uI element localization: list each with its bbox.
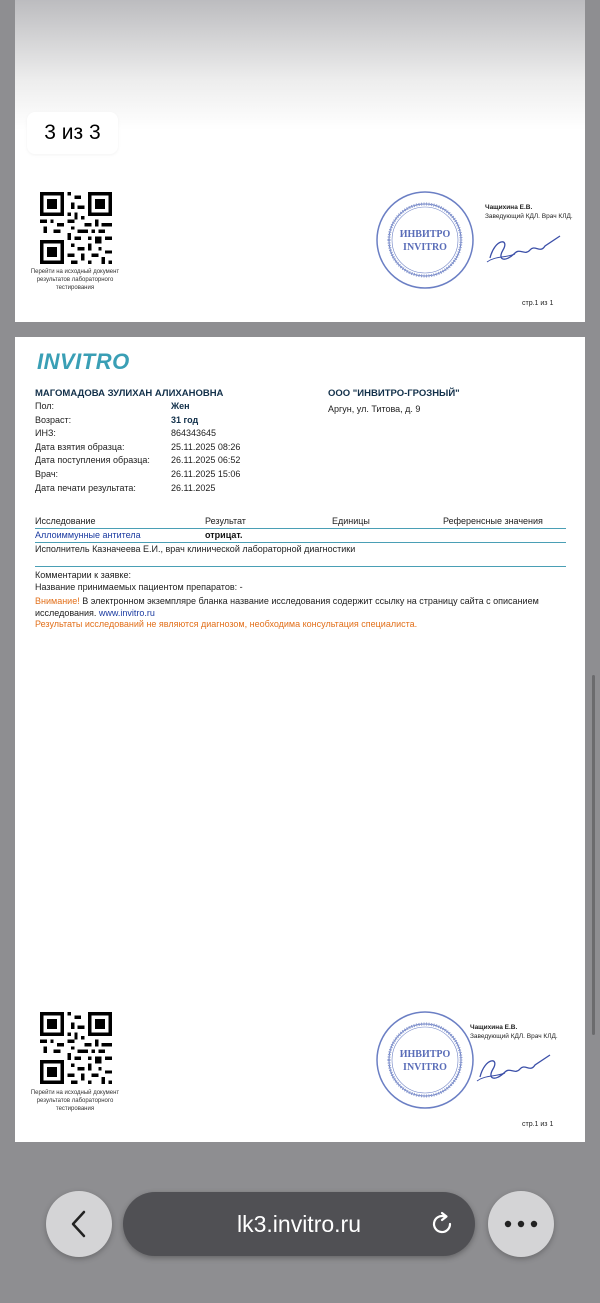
- svg-text:INVITRO: INVITRO: [403, 242, 447, 253]
- info-row: [35, 415, 240, 429]
- url-text[interactable]: lk3.invitro.ru: [237, 1211, 361, 1237]
- patient-name: МАГОМАДОВА ЗУЛИХАН АЛИХАНОВНА: [35, 388, 224, 399]
- header-test: Исследование: [35, 516, 96, 526]
- info-value: 864343645: [171, 428, 217, 439]
- info-value: 25.11.2025 08:26: [171, 441, 241, 452]
- signer-title: Заведующий КДЛ. Врач КЛД.: [485, 213, 573, 220]
- results-header: [35, 516, 566, 529]
- signer-block: [485, 203, 573, 221]
- result-row: [35, 529, 566, 543]
- more-dots-icon: [504, 1220, 538, 1228]
- signature-icon: [475, 1047, 555, 1087]
- svg-text:ИНВИТРО: ИНВИТРО: [399, 1049, 451, 1060]
- test-name-link[interactable]: Аллоиммунные антитела: [35, 530, 141, 540]
- qr-caption: Перейти на исходный документ результатов лабораторного тестирования: [30, 1090, 120, 1112]
- qr-code[interactable]: [40, 192, 112, 264]
- stamp-icon: [375, 1010, 475, 1110]
- organization-address: Аргун, ул. Титова, д. 9: [328, 404, 421, 414]
- test-result: отрицат.: [205, 530, 243, 540]
- stamp-icon: [375, 190, 475, 290]
- info-row: [35, 442, 240, 456]
- signer-name: Чащихина Е.В.: [485, 204, 533, 211]
- notice-warning: Внимание!: [35, 596, 80, 606]
- organization-name: ООО "ИНВИТРО-ГРОЗНЫЙ": [328, 388, 460, 399]
- qr-code[interactable]: [40, 1012, 112, 1084]
- info-value: 26.11.2025: [171, 482, 216, 493]
- document-page[interactable]: [15, 337, 585, 1142]
- info-label: Дата поступления образца:: [35, 455, 150, 466]
- invitro-site-link[interactable]: www.invitro.ru: [98, 608, 155, 618]
- header-units: Единицы: [332, 516, 370, 526]
- address-bar[interactable]: [123, 1192, 475, 1256]
- header-result: Результат: [205, 516, 246, 526]
- document-page-previous[interactable]: [15, 0, 585, 322]
- svg-text:ИНВИТРО: ИНВИТРО: [399, 229, 451, 240]
- notice-text: В электронном экземпляре бланка название исследования содержит ссылку на страницу сайта с описанием исследования.: [35, 596, 539, 618]
- info-label: ИНЗ:: [35, 428, 56, 439]
- info-label: Дата печати результата:: [35, 482, 136, 493]
- comments-block: [35, 566, 566, 593]
- info-row: [35, 455, 240, 469]
- svg-text:INVITRO: INVITRO: [403, 1062, 447, 1073]
- info-row: [35, 469, 240, 483]
- page-number: стр.1 из 1: [522, 1121, 554, 1128]
- signature-icon: [485, 228, 565, 268]
- header-reference: Референсные значения: [443, 516, 543, 526]
- info-row: [35, 428, 240, 442]
- info-row: [35, 401, 240, 415]
- signer-name: Чащихина Е.В.: [470, 1024, 518, 1031]
- info-value: 26.11.2025 06:52: [171, 455, 241, 466]
- more-options-button[interactable]: [488, 1191, 554, 1257]
- reload-icon[interactable]: [429, 1211, 455, 1237]
- executor-text: Исполнитель Казначеева Е.И., врач клинической лабораторной диагностики: [35, 544, 356, 554]
- scrollbar[interactable]: [592, 675, 595, 1035]
- info-label: Пол:: [35, 401, 55, 411]
- info-label: Врач:: [35, 468, 59, 479]
- patient-info-table: [35, 401, 240, 496]
- browser-toolbar: [0, 1160, 600, 1303]
- signer-title: Заведующий КДЛ. Врач КЛД.: [470, 1033, 558, 1040]
- page-counter-badge: 3 из 3: [27, 112, 118, 154]
- back-button[interactable]: [46, 1191, 112, 1257]
- info-value: 26.11.2025 15:06: [171, 468, 241, 479]
- info-label: Дата взятия образца:: [35, 441, 125, 452]
- qr-caption: Перейти на исходный документ результатов лабораторного тестирования: [30, 269, 120, 291]
- invitro-logo: INVITRO: [37, 349, 130, 374]
- info-value: Жен: [171, 401, 190, 411]
- chevron-left-icon: [69, 1209, 89, 1239]
- comments-label: Комментарии к заявке:: [35, 570, 131, 580]
- signer-block: [470, 1023, 558, 1041]
- info-row: [35, 483, 240, 497]
- info-value: 31 год: [171, 414, 199, 425]
- info-label: Возраст:: [35, 414, 72, 425]
- disclaimer-text: Результаты исследований не являются диагнозом, необходима консультация специалиста.: [35, 619, 418, 629]
- notice-block: [35, 595, 566, 619]
- page-number: стр.1 из 1: [522, 300, 554, 307]
- medications-text: Название принимаемых пациентом препаратов: -: [35, 582, 243, 592]
